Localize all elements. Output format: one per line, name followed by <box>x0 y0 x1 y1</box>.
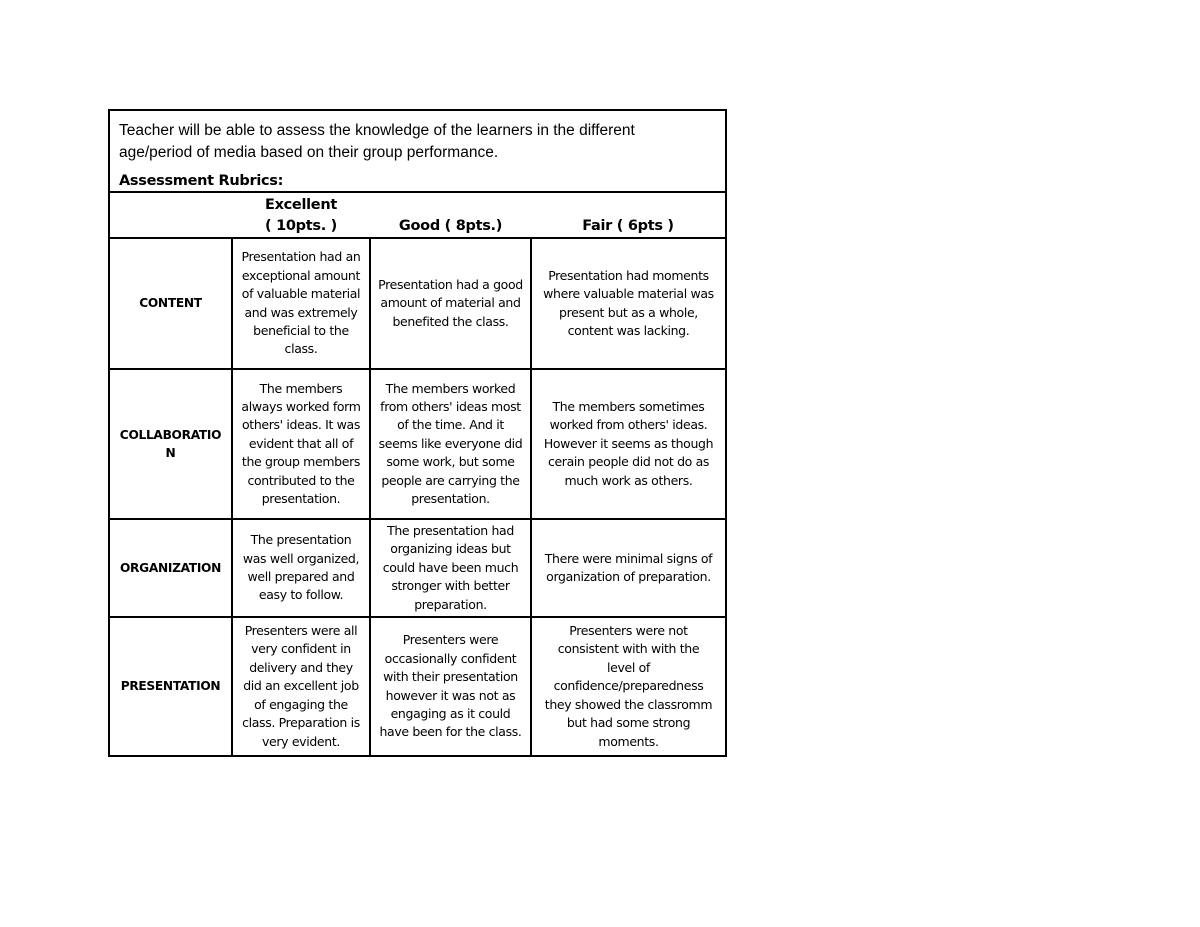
criterion-collaboration: COLLABORATIO N <box>110 369 232 519</box>
criterion-organization: ORGANIZATION <box>110 519 232 617</box>
row-presentation <box>110 617 725 755</box>
cell-organization-good: The presentation had organizing ideas but could have been much stronger with better preparation. <box>370 519 531 617</box>
intro-paragraph: Teacher will be able to assess the knowledge of the learners in the different age/period of media based on their group performance. <box>119 122 635 161</box>
header-good: Good ( 8pts.) <box>370 193 531 238</box>
header-fair: Fair ( 6pts ) <box>531 193 725 238</box>
cell-content-excellent: Presentation had an exceptional amount of valuable material and was extremely beneficial to the class. <box>232 238 370 369</box>
row-content <box>110 238 725 369</box>
criterion-presentation: PRESENTATION <box>110 617 232 755</box>
cell-presentation-excellent: Presenters were all very confident in delivery and they did an excellent job of engaging the class. Preparation is very evident. <box>232 617 370 755</box>
cell-organization-fair: There were minimal signs of organization of preparation. <box>531 519 725 617</box>
row-collaboration <box>110 369 725 519</box>
rubric-table <box>110 193 725 755</box>
header-excellent <box>232 193 370 238</box>
rubric-sheet <box>108 109 727 757</box>
criterion-content: CONTENT <box>110 238 232 369</box>
header-excellent-line1: Excellent <box>264 197 338 213</box>
header-excellent-line2: ( 10pts. ) <box>265 218 337 234</box>
cell-collaboration-excellent: The members always worked form others' ideas. It was evident that all of the group members contributed to the presentation. <box>232 369 370 519</box>
header-criteria <box>110 193 232 238</box>
cell-content-good: Presentation had a good amount of material and benefited the class. <box>370 238 531 369</box>
header-row <box>110 193 725 238</box>
row-organization <box>110 519 725 617</box>
cell-presentation-good: Presenters were occasionally confident with their presentation however it was not as engaging as it could have been for the class. <box>370 617 531 755</box>
cell-collaboration-fair: The members sometimes worked from others' ideas. However it seems as though cerain people did not do as much work as others. <box>531 369 725 519</box>
intro-section <box>110 111 725 193</box>
cell-content-fair: Presentation had moments where valuable material was present but as a whole, content was lacking. <box>531 238 725 369</box>
rubrics-title: Assessment Rubrics: <box>119 173 284 189</box>
cell-presentation-fair: Presenters were not consistent with with the level of confidence/preparedness they showed the classromm but had some strong moments. <box>544 623 713 749</box>
cell-collaboration-good: The members worked from others' ideas most of the time. And it seems like everyone did some work, but some people are carrying the presentation. <box>370 369 531 519</box>
cell-organization-excellent: The presentation was well organized, well prepared and easy to follow. <box>232 519 370 617</box>
